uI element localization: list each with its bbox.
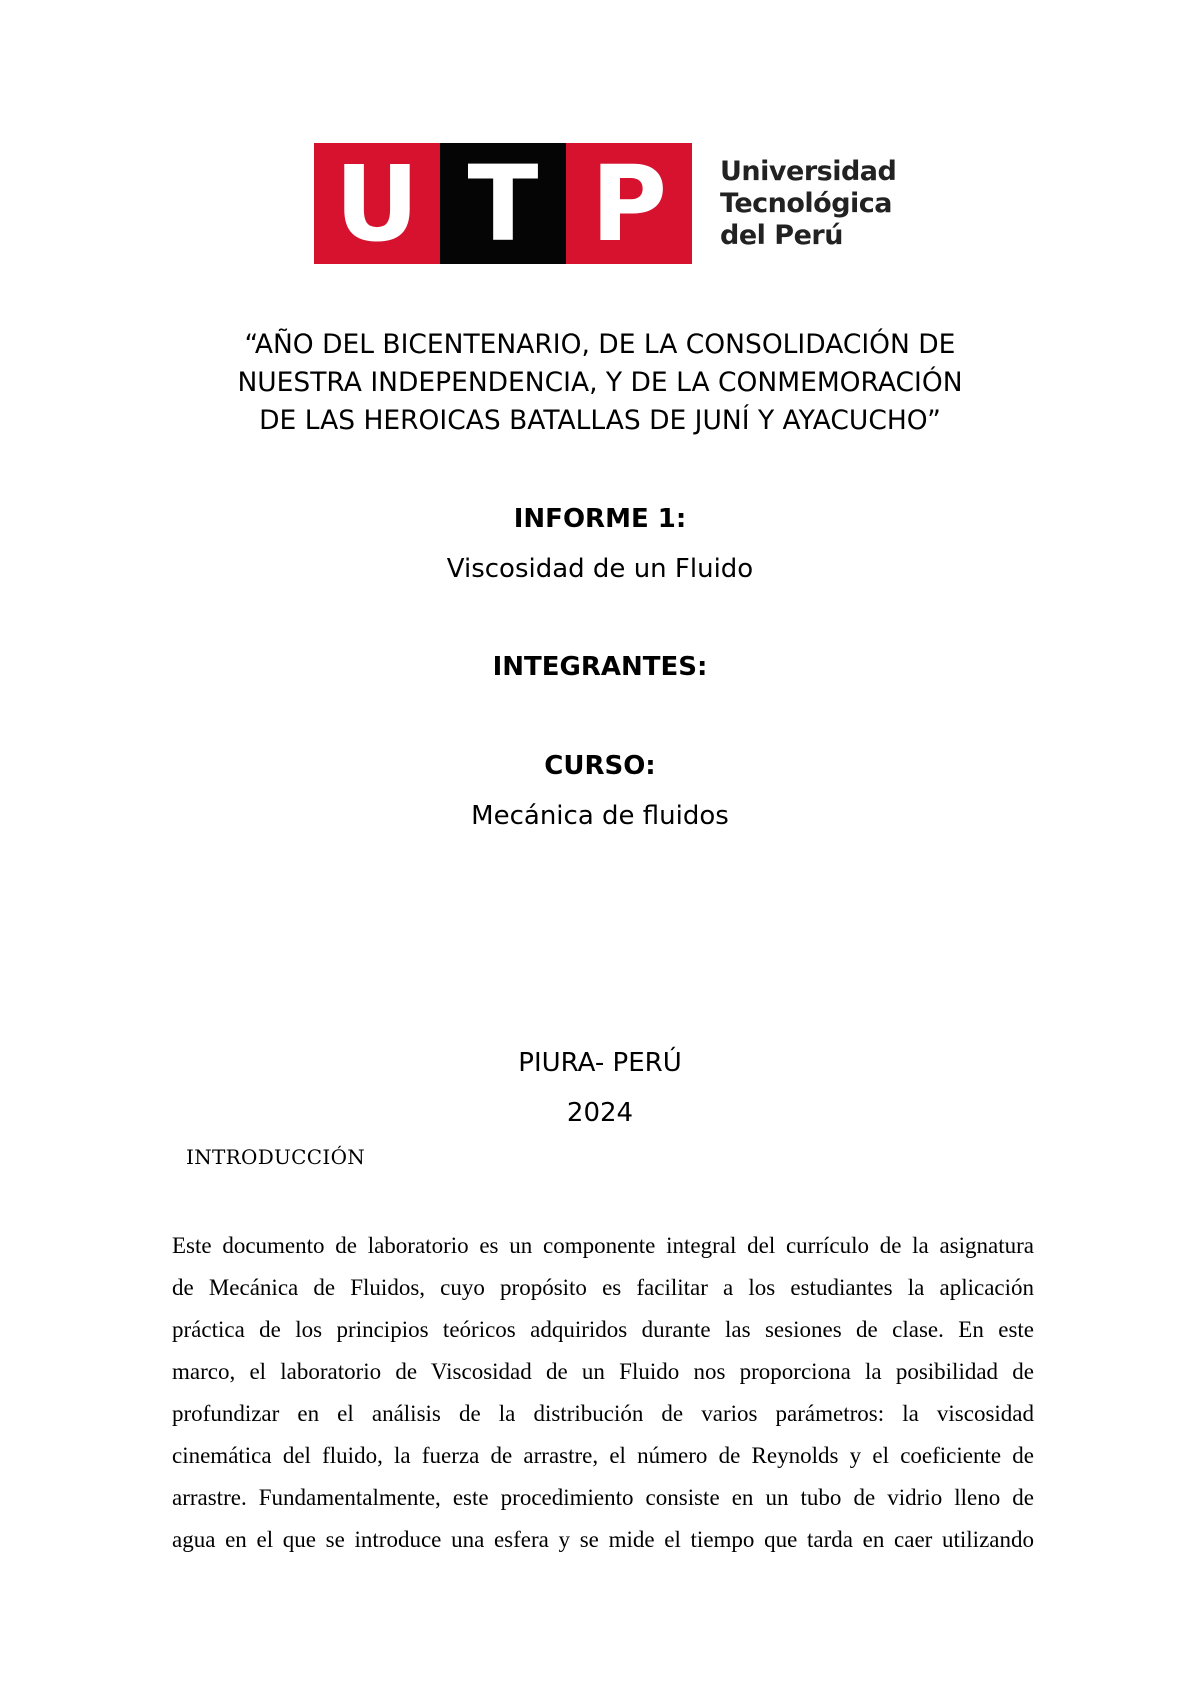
location: PIURA- PERÚ	[518, 1048, 682, 1078]
motto-line: DE LAS HEROICAS BATALLAS DE JUNÍ Y AYACUCHO”	[259, 405, 941, 436]
members-label: INTEGRANTES:	[492, 652, 708, 682]
report-title: Viscosidad de un Fluido	[446, 554, 754, 584]
report-label: INFORME 1:	[513, 504, 687, 534]
utp-logo	[314, 143, 896, 264]
paragraph-line: Este documento de laboratorio es un componente integral del currículo de la asignatura	[172, 1233, 1034, 1258]
year-motto	[0, 326, 1200, 440]
paragraph-line: marco, el laboratorio de Viscosidad de un Fluido nos proporciona la posibilidad de	[172, 1359, 1034, 1384]
logo-letter-t: T	[440, 143, 566, 264]
logo-name-line: Universidad	[720, 155, 897, 187]
motto-line: “AÑO DEL BICENTENARIO, DE LA CONSOLIDACIÓN DE	[244, 329, 956, 360]
course-name: Mecánica de fluidos	[471, 801, 729, 831]
intro-paragraph	[172, 1225, 1034, 1561]
paragraph-line: arrastre. Fundamentalmente, este procedimiento consiste en un tubo de vidrio lleno de	[172, 1485, 1034, 1510]
paragraph-line: profundizar en el análisis de la distribución de varios parámetros: la viscosidad	[172, 1401, 1034, 1426]
year: 2024	[566, 1098, 634, 1128]
logo-letter-p: P	[566, 143, 692, 264]
paragraph-line: cinemática del fluido, la fuerza de arrastre, el número de Reynolds y el coeficiente de	[172, 1443, 1034, 1468]
paragraph-line: agua en el que se introduce una esfera y se mide el tiempo que tarda en caer utilizando	[172, 1527, 1034, 1552]
paragraph-line: práctica de los principios teóricos adquiridos durante las sesiones de clase. En este	[172, 1317, 1034, 1342]
logo-university-name	[720, 156, 896, 252]
logo-name-line: Tecnológica	[720, 187, 893, 219]
course-label: CURSO:	[544, 751, 656, 781]
paragraph-line: de Mecánica de Fluidos, cuyo propósito es facilitar a los estudiantes la aplicación	[172, 1275, 1034, 1300]
logo-letter-blocks	[314, 143, 692, 264]
motto-line: NUESTRA INDEPENDENCIA, Y DE LA CONMEMORACIÓN	[237, 367, 963, 398]
logo-name-line: del Perú	[720, 219, 843, 251]
logo-letter-u: U	[314, 143, 440, 264]
intro-heading: INTRODUCCIÓN	[186, 1145, 366, 1169]
